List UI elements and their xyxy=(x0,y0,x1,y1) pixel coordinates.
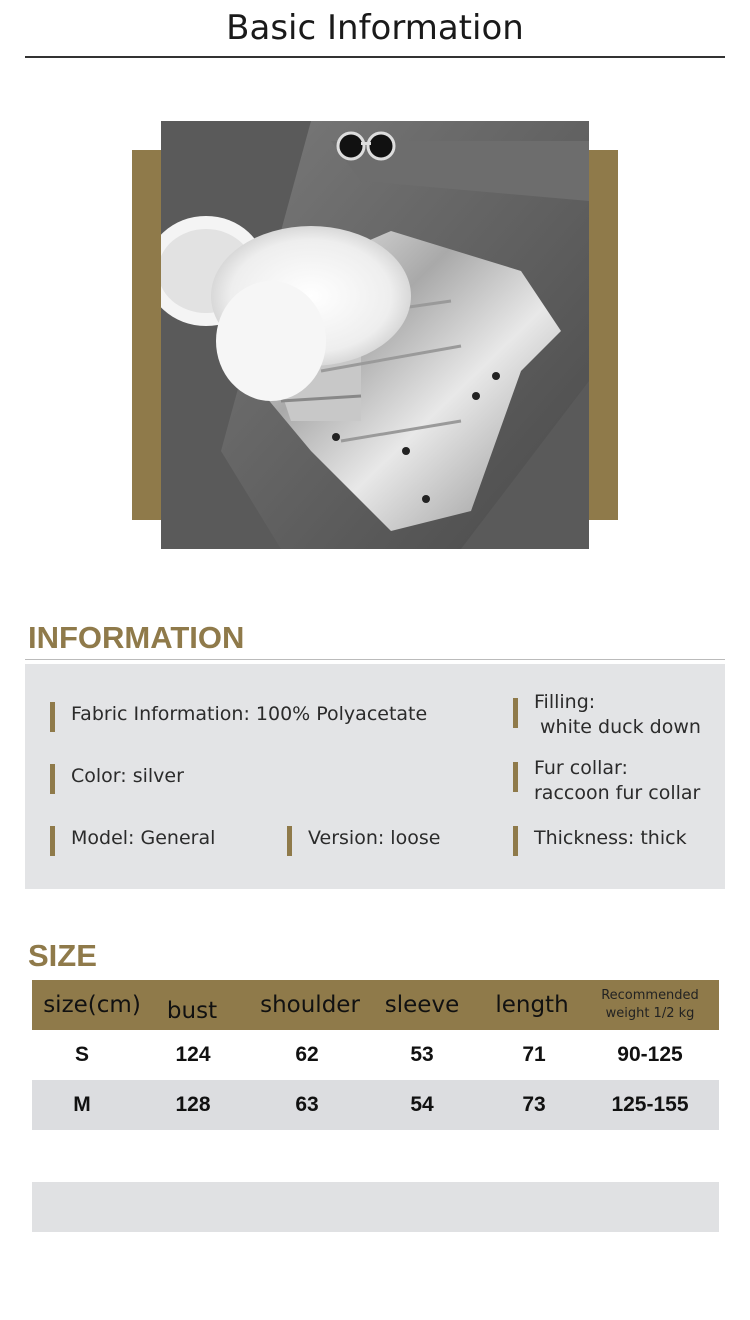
cell-sleeve: 54 xyxy=(410,1093,434,1116)
bullet-bar xyxy=(287,826,292,856)
fur-collar-label: Fur collar: xyxy=(534,757,628,779)
model-text: Model: General xyxy=(71,827,216,849)
fur-collar-value: raccoon fur collar xyxy=(534,782,701,804)
header-length: length xyxy=(495,992,569,1018)
filling-label: Filling: xyxy=(534,691,596,713)
cell-shoulder: 62 xyxy=(295,1043,319,1066)
size-heading: SIZE xyxy=(28,938,97,973)
bullet-bar xyxy=(50,764,55,794)
info-filling xyxy=(513,690,701,740)
cell-size: M xyxy=(73,1093,91,1116)
cell-bust: 124 xyxy=(175,1043,211,1066)
info-model xyxy=(50,826,215,856)
information-panel xyxy=(25,664,725,889)
header-weight: weight 1/2 kg xyxy=(605,1006,695,1021)
product-photo xyxy=(161,121,589,549)
filling-text xyxy=(534,690,701,740)
table-row xyxy=(32,1080,719,1130)
bullet-bar xyxy=(50,826,55,856)
version-text: Version: loose xyxy=(308,827,441,849)
header-size: size(cm) xyxy=(43,992,141,1018)
cell-sleeve: 53 xyxy=(410,1043,434,1066)
header-sleeve: sleeve xyxy=(384,992,460,1018)
table-row xyxy=(32,1030,719,1080)
cell-shoulder: 63 xyxy=(295,1093,319,1116)
product-photo-icon xyxy=(161,121,589,549)
bullet-bar xyxy=(513,826,518,856)
info-fabric xyxy=(50,702,427,732)
thickness-text: Thickness: thick xyxy=(534,827,687,849)
cell-size: S xyxy=(74,1043,89,1066)
information-heading: INFORMATION xyxy=(28,620,245,655)
cell-length: 71 xyxy=(522,1043,546,1066)
bullet-bar xyxy=(50,702,55,732)
info-color xyxy=(50,764,184,794)
header-shoulder: shoulder xyxy=(260,992,360,1018)
title-divider xyxy=(25,56,725,58)
header-recommended: Recommended xyxy=(601,988,699,1003)
cell-bust: 128 xyxy=(175,1093,211,1116)
info-version xyxy=(287,826,440,856)
information-divider xyxy=(25,659,725,660)
header-bust: bust xyxy=(166,998,218,1024)
cell-length: 73 xyxy=(522,1093,546,1116)
color-text: Color: silver xyxy=(71,765,184,787)
fabric-text: Fabric Information: 100% Polyacetate xyxy=(71,703,428,725)
bullet-bar xyxy=(513,698,518,728)
info-fur-collar xyxy=(513,756,700,806)
size-table xyxy=(32,980,719,1130)
filling-value: white duck down xyxy=(540,716,701,738)
page-title: Basic Information xyxy=(226,8,524,48)
cell-weight: 125-155 xyxy=(611,1093,689,1116)
size-table-header xyxy=(32,980,719,1030)
header-recommended-weight xyxy=(590,980,710,1030)
bullet-bar xyxy=(513,762,518,792)
fur-collar-text xyxy=(534,756,700,806)
cell-weight: 90-125 xyxy=(617,1043,683,1066)
info-thickness xyxy=(513,826,687,856)
footer-gray-bar xyxy=(32,1182,719,1232)
